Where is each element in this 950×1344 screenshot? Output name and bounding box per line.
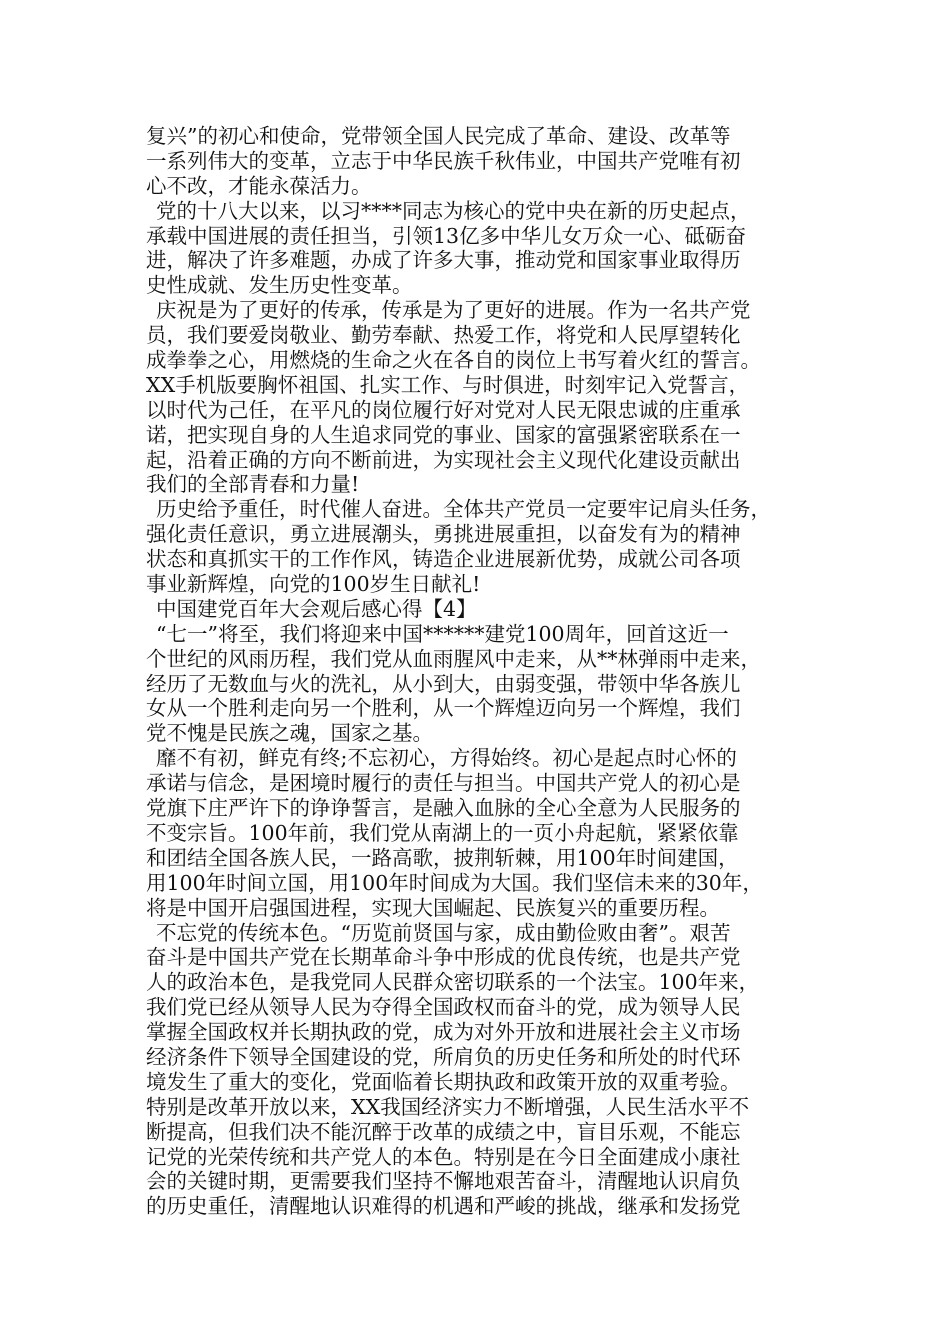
text-line: 经历了无数血与火的洗礼，从小到大，由弱变强，带领中华各族儿 [146,671,741,696]
text-line: 将是中国开启强国进程，实现大国崛起、民族复兴的重要历程。 [146,895,720,920]
text-line: 强化责任意识，勇立进展潮头，勇挑进展重担，以奋发有为的精神 [146,522,741,547]
text-line: 党旗下庄严许下的诤诤誓言，是融入血脉的全心全意为人民服务的 [146,796,741,821]
text-line: 党的十八大以来，以习****同志为核心的党中央在新的历史起点， [156,198,751,223]
section-heading: 中国建党百年大会观后感心得【4】 [156,596,477,621]
text-line: 和团结全国各族人民，一路高歌，披荆斩棘，用100年时间建国， [146,845,739,870]
text-line: 一系列伟大的变革，立志于中华民族千秋伟业，中国共产党唯有初 [146,148,741,173]
text-line: 历史给予重任，时代催人奋进。全体共产党员一定要牢记肩头任务， [156,497,771,522]
text-line: 断提高，但我们决不能沉醉于改革的成绩之中，盲目乐观，不能忘 [146,1119,741,1144]
text-line: 党不愧是民族之魂，国家之基。 [146,721,433,746]
text-line: 状态和真抓实干的工作作风，铸造企业进展新优势，成就公司各项 [146,547,741,572]
text-line: 会的关键时期，更需要我们坚持不懈地艰苦奋斗，清醒地认识肩负 [146,1169,741,1194]
text-line: 我们党已经从领导人民为夺得全国政权而奋斗的党，成为领导人民 [146,995,741,1020]
text-line: 员，我们要爱岗敬业、勤劳奉献、热爱工作，将党和人民厚望转化 [146,323,741,348]
text-line: 进，解决了许多难题，办成了许多大事，推动党和国家事业取得历 [146,248,741,273]
text-line: 不变宗旨。100年前，我们党从南湖上的一页小舟起航，紧紧依靠 [146,820,739,845]
text-line: 起，沿着正确的方向不断前进，为实现社会主义现代化建设贡献出 [146,447,741,472]
text-line: 境发生了重大的变化，党面临着长期执政和政策开放的双重考验。 [146,1069,741,1094]
text-line: 成拳拳之心，用燃烧的生命之火在各自的岗位上书写着火红的誓言。 [146,348,761,373]
text-line: 承载中国进展的责任担当，引领13亿多中华儿女万众一心、砥砺奋 [146,223,747,248]
text-line: 用100年时间立国，用100年时间成为大国。我们坚信未来的30年， [146,870,763,895]
text-line: 人的政治本色，是我党同人民群众密切联系的一个法宝。100年来， [146,970,760,995]
text-line: 女从一个胜利走向另一个胜利，从一个辉煌迈向另一个辉煌，我们 [146,696,741,721]
document-page [146,124,826,1219]
text-line: 奋斗是中国共产党在长期革命斗争中形成的优良传统，也是共产党 [146,945,741,970]
text-line: 以时代为己任，在平凡的岗位履行好对党对人民无限忠诚的庄重承 [146,397,741,422]
text-line: 诺，把实现自身的人生追求同党的事业、国家的富强紧密联系在一 [146,422,741,447]
text-line: 心不改，才能永葆活力。 [146,173,372,198]
text-line: 事业新辉煌，向党的100岁生日献礼! [146,572,481,597]
text-line: “七一”将至，我们将迎来中国******建党100周年，回首这近一 [156,621,729,646]
text-line: 不忘党的传统本色。“历览前贤国与家，成由勤俭败由奢”。艰苦 [156,920,731,945]
text-line: 个世纪的风雨历程，我们党从血雨腥风中走来，从**林弹雨中走来， [146,646,761,671]
text-line: 经济条件下领导全国建设的党，所肩负的历史任务和所处的时代环 [146,1044,741,1069]
text-line: 特别是改革开放以来，XX我国经济实力不断增强，人民生活水平不 [146,1094,750,1119]
text-line: 承诺与信念，是困境时履行的责任与担当。中国共产党人的初心是 [146,771,741,796]
text-line: 掌握全国政权并长期执政的党，成为对外开放和进展社会主义市场 [146,1020,741,1045]
text-line: XX手机版要胸怀祖国、扎实工作、与时俱进，时刻牢记入党誓言， [146,372,750,397]
text-line: 靡不有初，鲜克有终;不忘初心，方得始终。初心是起点时心怀的 [156,746,737,771]
text-line: 记党的光荣传统和共产党人的本色。特别是在今日全面建成小康社 [146,1144,741,1169]
text-line: 复兴”的初心和使命，党带领全国人民完成了革命、建设、改革等 [146,124,731,148]
text-line: 我们的全部青春和力量! [146,472,360,497]
text-line: 庆祝是为了更好的传承，传承是为了更好的进展。作为一名共产党 [156,298,751,323]
text-line: 的历史重任，清醒地认识难得的机遇和严峻的挑战，继承和发扬党 [146,1194,741,1219]
text-line: 史性成就、发生历史性变革。 [146,273,413,298]
